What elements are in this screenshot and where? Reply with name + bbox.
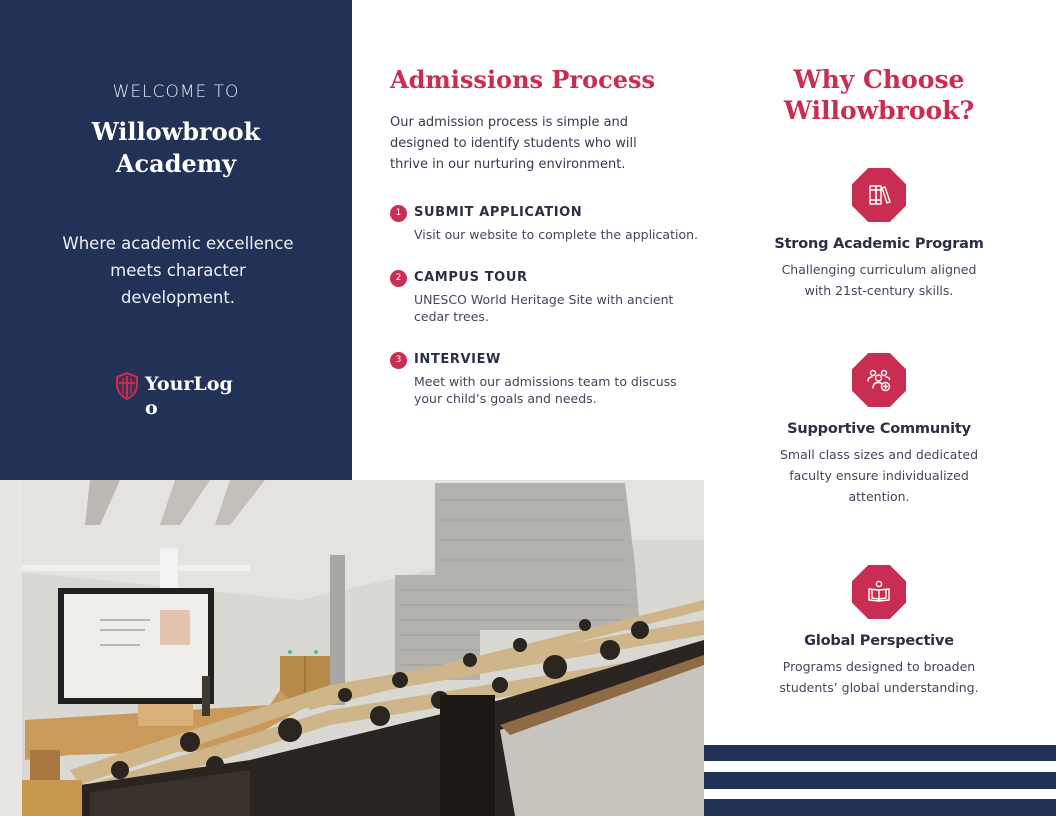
why-title-line1: Why Choose	[793, 65, 965, 94]
step-item	[390, 349, 710, 407]
lecture-hall-illustration	[0, 480, 704, 816]
community-icon	[852, 353, 906, 407]
step-number-badge: 2	[390, 270, 407, 287]
feature-description: Challenging curriculum aligned with 21st-century skills.	[781, 262, 977, 298]
school-name-line2: Academy	[115, 149, 237, 178]
feature-description: Programs designed to broaden students’ global understanding.	[779, 659, 979, 695]
feature-title: Strong Academic Program	[774, 236, 984, 252]
step-title: INTERVIEW	[414, 352, 501, 367]
logo	[115, 372, 237, 420]
step-description: UNESCO World Heritage Site with ancient cedar trees.	[414, 292, 674, 324]
admissions-intro: Our admission process is simple and designed to identify students who will thrive in our nurturing environment.	[390, 115, 637, 172]
steps-list	[390, 202, 710, 407]
decorative-stripes	[704, 745, 1056, 816]
feature-academic	[752, 168, 1006, 301]
feature-global	[752, 565, 1006, 698]
welcome-panel	[0, 0, 352, 480]
stripe	[704, 799, 1056, 816]
step-description: Visit our website to complete the application.	[414, 227, 698, 242]
lecture-hall-photo	[0, 480, 704, 816]
admissions-title: Admissions Process	[390, 65, 655, 94]
feature-description: Small class sizes and dedicated faculty ensure individualized attention.	[780, 447, 978, 504]
stripe	[704, 772, 1056, 789]
step-title: CAMPUS TOUR	[414, 270, 528, 285]
why-choose-section	[752, 64, 1006, 695]
books-icon	[852, 168, 906, 222]
feature-community	[752, 353, 1006, 507]
logo-text: YourLogo	[145, 373, 233, 419]
why-title-line2: Willowbrook?	[783, 96, 975, 125]
step-description: Meet with our admissions team to discuss your child’s goals and needs.	[414, 374, 677, 406]
step-item	[390, 202, 710, 243]
step-title: SUBMIT APPLICATION	[414, 205, 583, 220]
step-item	[390, 267, 710, 325]
tagline: Where academic excellence meets character development.	[62, 234, 294, 307]
why-choose-title	[752, 64, 1006, 126]
admissions-section	[390, 64, 710, 431]
step-number-badge: 1	[390, 205, 407, 222]
welcome-label: WELCOME TO	[112, 82, 240, 102]
feature-title: Global Perspective	[804, 633, 954, 649]
step-number-badge: 3	[390, 352, 407, 369]
feature-title: Supportive Community	[787, 421, 971, 437]
shield-cross-icon	[115, 372, 139, 405]
reading-person-icon	[852, 565, 906, 619]
school-name	[0, 116, 352, 180]
stripe	[704, 745, 1056, 761]
school-name-line1: Willowbrook	[91, 117, 261, 146]
